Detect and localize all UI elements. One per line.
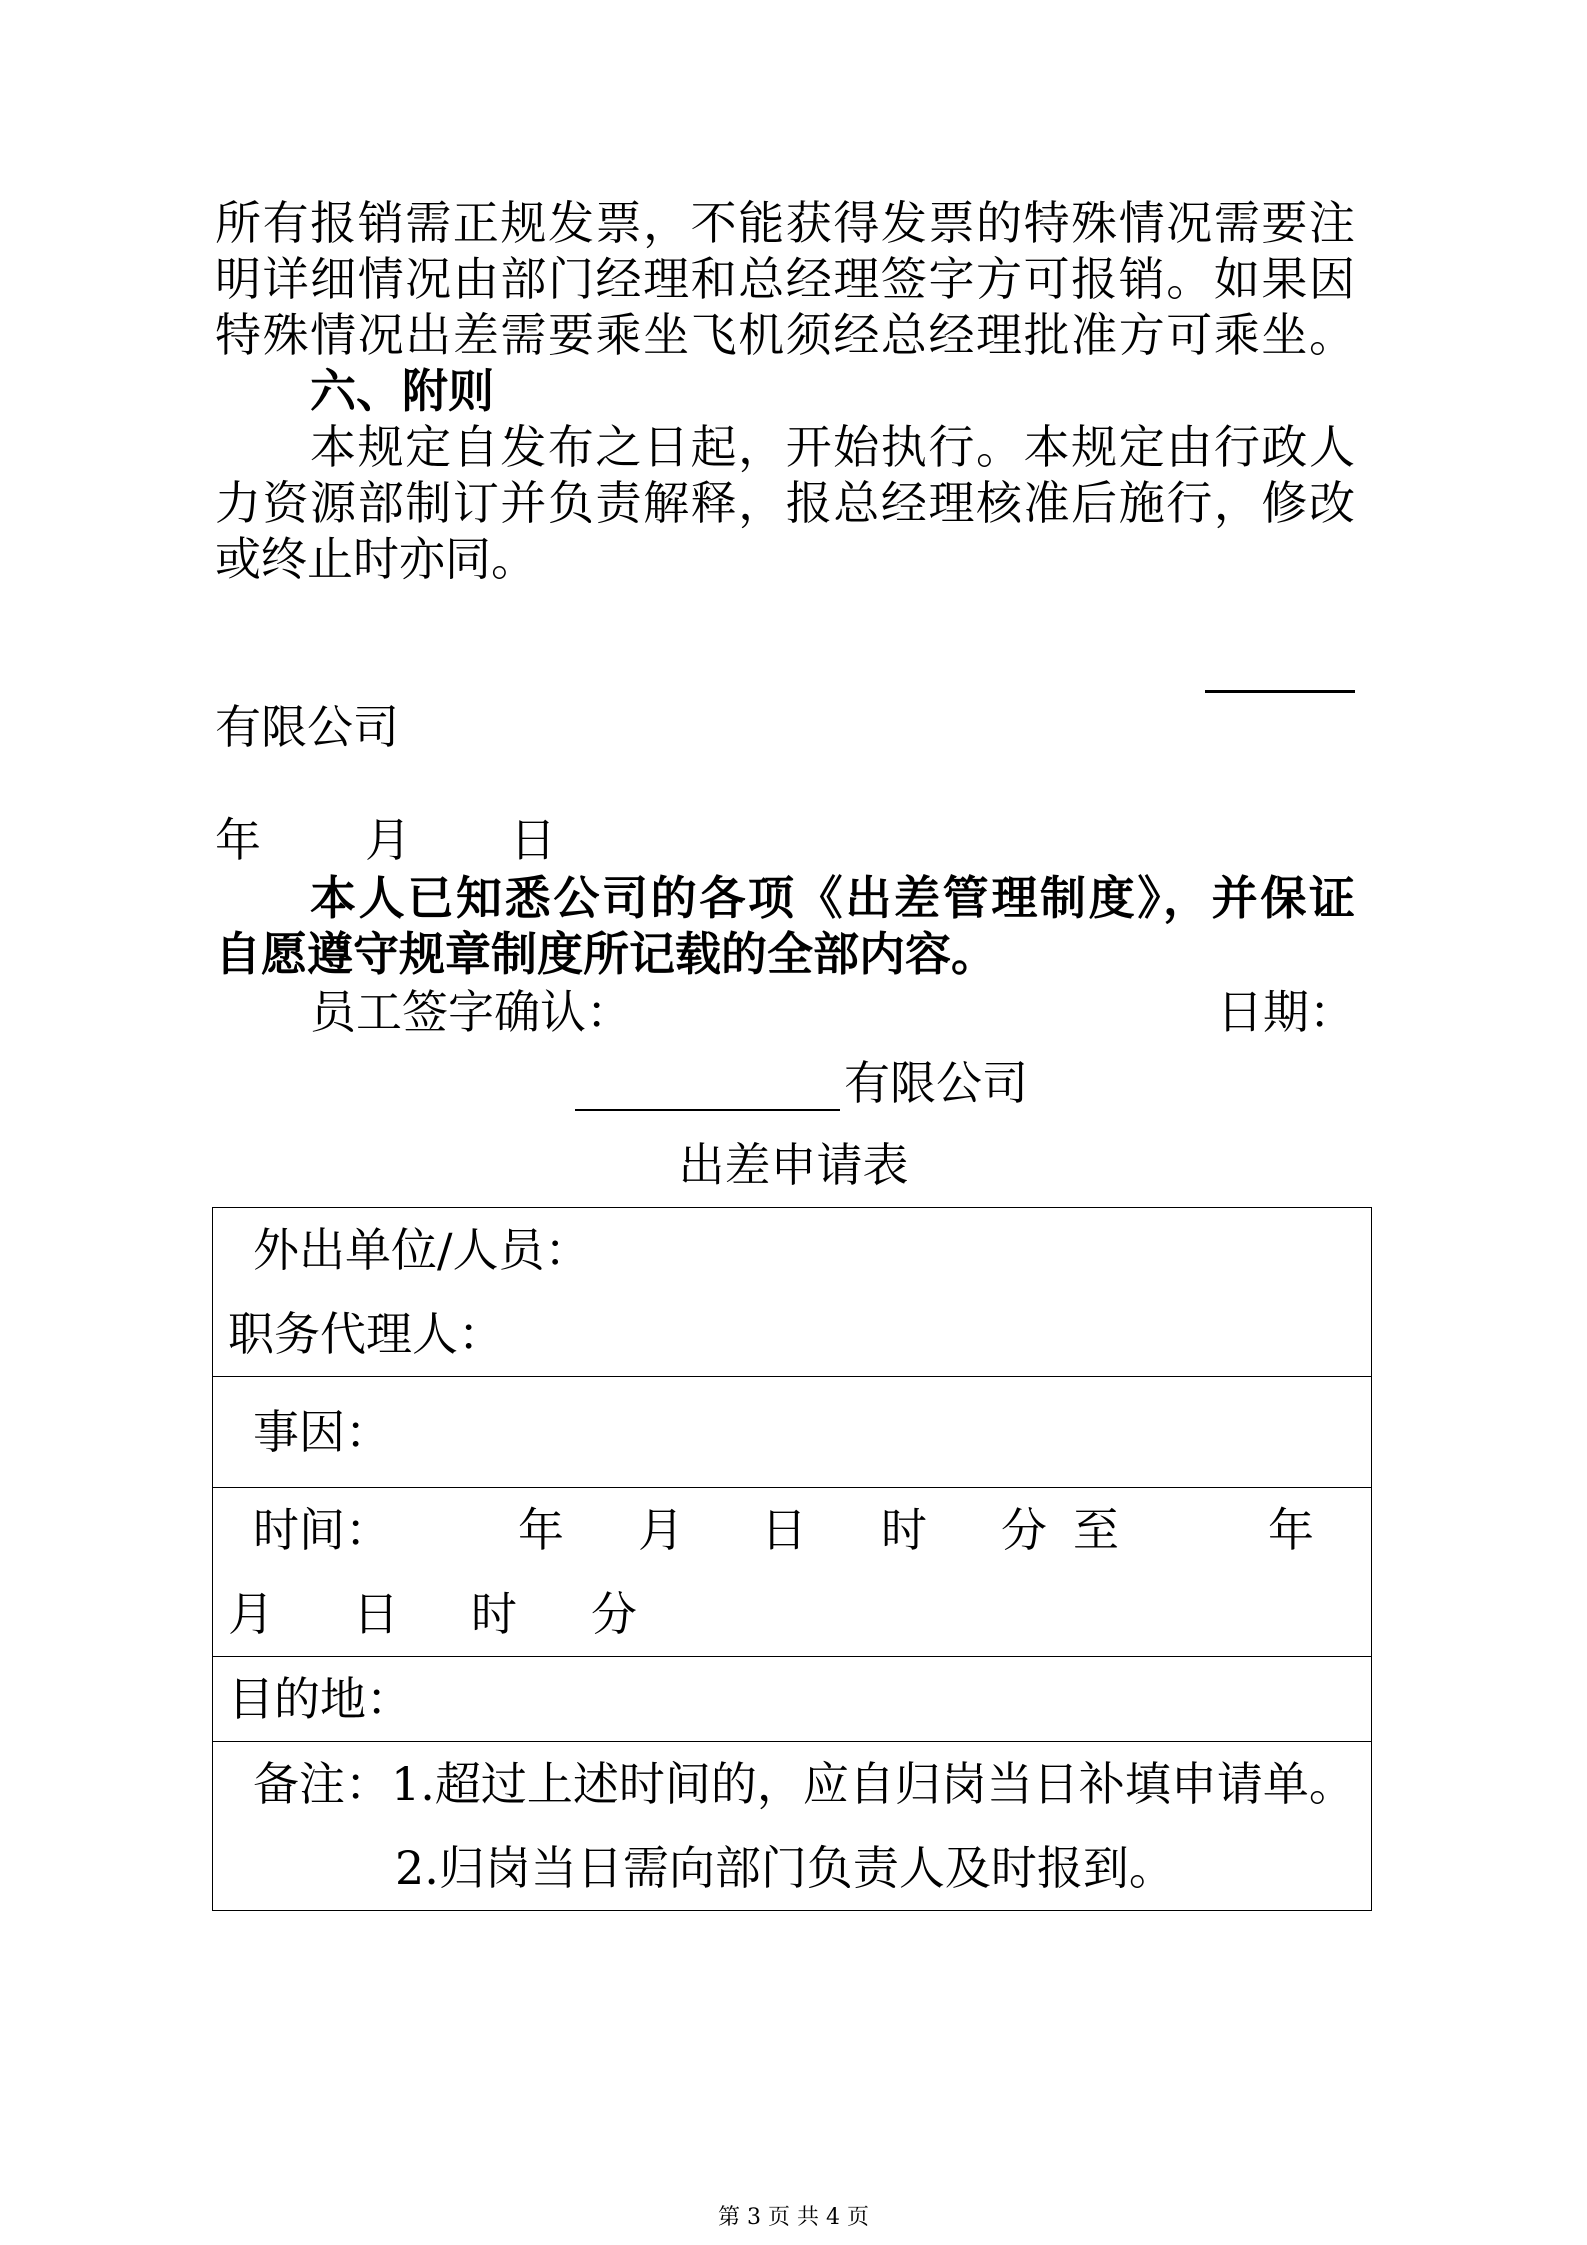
employee-sign-label: 员工签字确认： (310, 985, 632, 1039)
form-row-reason (213, 1377, 1372, 1488)
date-year: 年 (215, 813, 261, 867)
time-start-hour: 时 (881, 1503, 927, 1557)
paragraph-line: 力资源部制订并负责解释，报总经理核准后施行，修改 (215, 476, 1355, 530)
date-label: 日期： (1217, 985, 1355, 1039)
form-row-destination (213, 1657, 1372, 1742)
time-end-month: 月 (228, 1587, 274, 1641)
acknowledgement-line: 本人已知悉公司的各项《出差管理制度》，并保证 (310, 871, 1355, 925)
date-day: 日 (510, 813, 556, 867)
time-start-minute: 分 (1001, 1503, 1047, 1557)
acknowledgement-line: 自愿遵守规章制度所记载的全部内容。 (215, 927, 997, 981)
note-line-1: 备注：1.超过上述时间的，应自归岗当日补填申请单。 (253, 1757, 1355, 1811)
form-row-personnel (213, 1208, 1372, 1377)
time-start-day: 日 (761, 1503, 807, 1557)
time-label: 时间： (253, 1503, 391, 1557)
travel-application-form (212, 1207, 1372, 1911)
time-end-day: 日 (353, 1587, 399, 1641)
form-company-heading (575, 1055, 1028, 1111)
reason-field: 事因： (253, 1405, 391, 1459)
time-start-month: 月 (638, 1503, 684, 1557)
date-month: 月 (365, 813, 411, 867)
paragraph-line: 或终止时亦同。 (215, 532, 537, 586)
time-end-year: 年 (1268, 1503, 1314, 1557)
time-end-minute: 分 (591, 1587, 637, 1641)
deputy-field: 职务代理人： (228, 1307, 504, 1361)
date-line (215, 812, 1355, 868)
time-end-hour: 时 (471, 1587, 517, 1641)
time-start-year: 年 (518, 1503, 564, 1557)
destination-field: 目的地： (228, 1672, 412, 1726)
paragraph-line: 所有报销需正规发票，不能获得发票的特殊情况需要注 (215, 196, 1355, 250)
signature-line (1205, 690, 1355, 693)
note-line-2: 2.归岗当日需向部门负责人及时报到。 (395, 1841, 1175, 1895)
company-suffix: 有限公司 (844, 1056, 1028, 1110)
form-title: 出差申请表 (678, 1138, 909, 1192)
company-blank-line (575, 1059, 840, 1111)
section-heading: 六、附则 (310, 364, 494, 418)
company-name: 有限公司 (215, 700, 399, 754)
page-number: 第 3 页 共 4 页 (718, 2205, 869, 2230)
paragraph-line: 特殊情况出差需要乘坐飞机须经总经理批准方可乘坐。 (215, 308, 1355, 362)
paragraph-line: 本规定自发布之日起，开始执行。本规定由行政人 (310, 420, 1355, 474)
form-row-notes (213, 1742, 1372, 1911)
time-to: 至 (1073, 1503, 1119, 1557)
unit-person-field: 外出单位/人员： (253, 1223, 591, 1277)
form-row-time (213, 1488, 1372, 1657)
paragraph-line: 明详细情况由部门经理和总经理签字方可报销。如果因 (215, 252, 1355, 306)
